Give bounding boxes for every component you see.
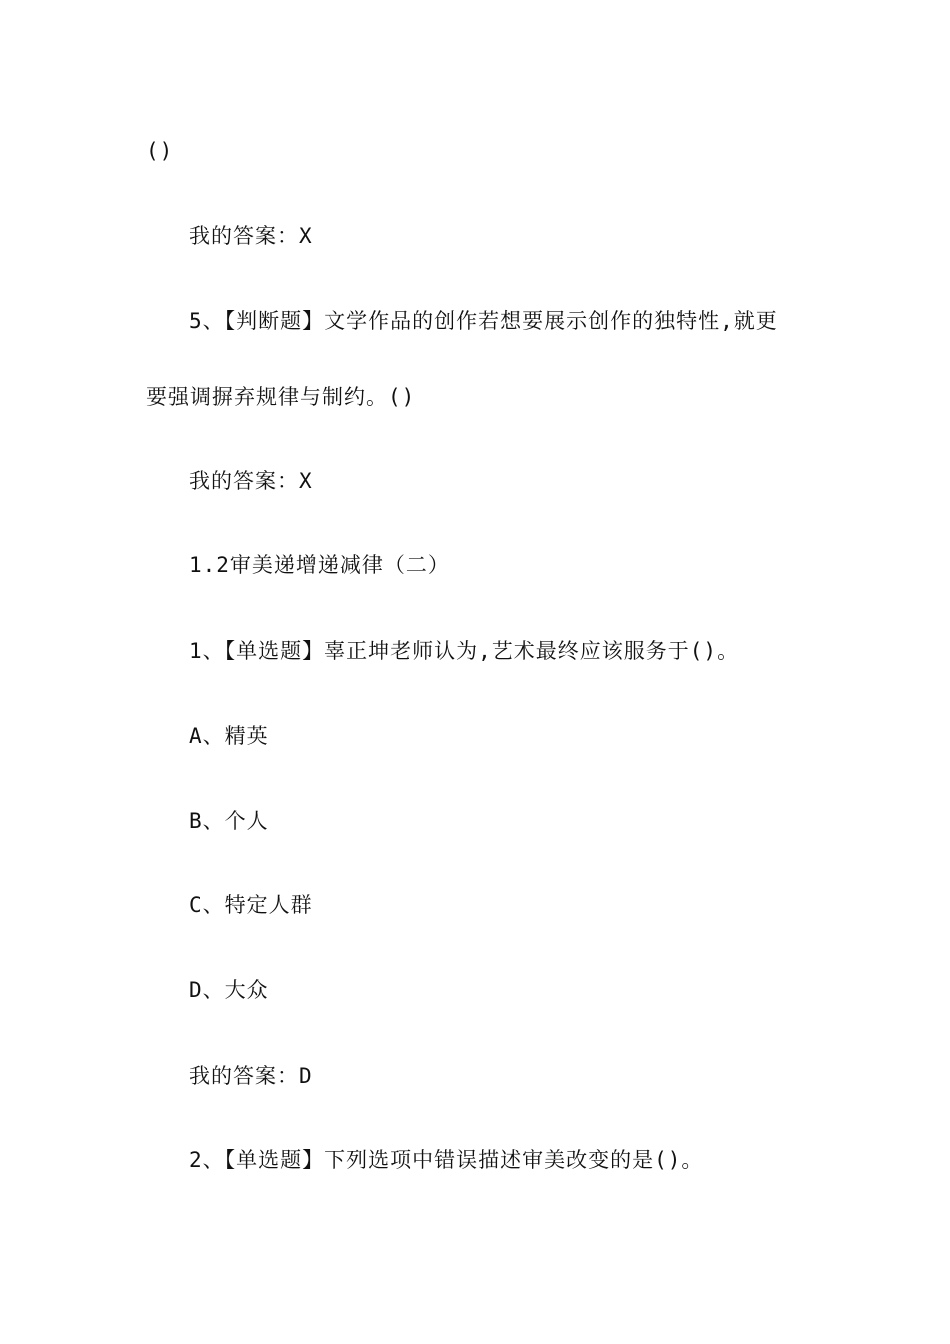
question-1: 1、【单选题】辜正坤老师认为,艺术最终应该服务于()。 (189, 639, 740, 663)
option-b: B、个人 (189, 809, 269, 833)
my-answer: 我的答案：X (189, 469, 313, 493)
option-c: C、特定人群 (189, 893, 313, 917)
answer-blank: () (146, 139, 174, 163)
my-answer: 我的答案：D (189, 1064, 313, 1088)
section-heading: 1.2审美递增递减律（二） (189, 553, 450, 577)
option-d: D、大众 (189, 978, 269, 1002)
question-2: 2、【单选题】下列选项中错误描述审美改变的是()。 (189, 1148, 704, 1172)
question-5-line-1: 5、【判断题】文学作品的创作若想要展示创作的独特性,就更 (189, 309, 778, 333)
option-a: A、精英 (189, 724, 269, 748)
my-answer: 我的答案：X (189, 224, 313, 248)
question-5-line-2: 要强调摒弃规律与制约。() (146, 385, 416, 409)
